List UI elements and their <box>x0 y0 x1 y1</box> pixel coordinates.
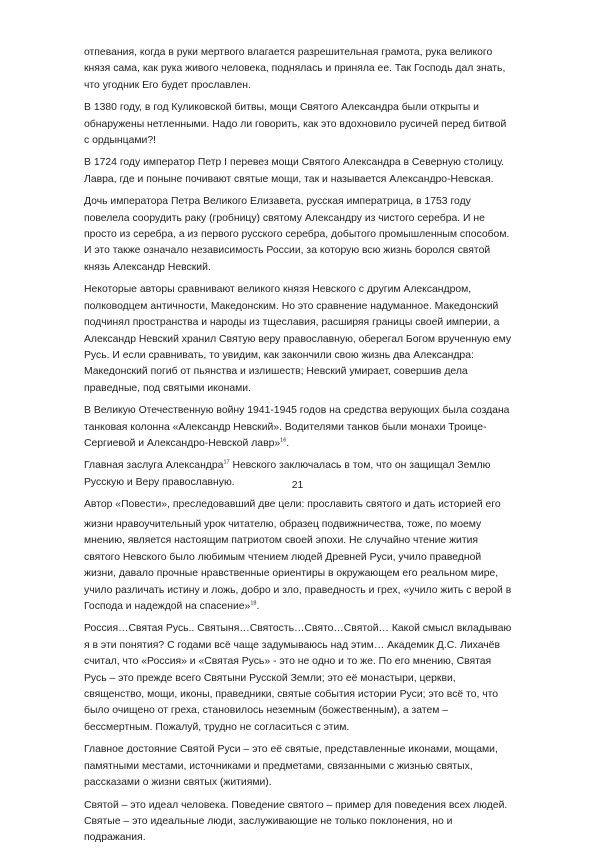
footnote-ref-18: 18 <box>250 600 257 607</box>
paragraph-saint-ideal: Святой – это идеал человека. Поведение святого – пример для поведения всех людей. Святые – это идеальные люди, заслуживающие не только поклонения, но и подражания. <box>84 799 508 844</box>
paragraph-1380: В 1380 году, в год Куликовской битвы, мощи Святого Александра были открыты и обнаружены нетленными. Надо ли говорить, как это вдохновило русичей перед битвой с ордынцами?! <box>84 102 507 147</box>
paragraph-tank-column <box>84 403 514 452</box>
paragraph-tank-column-end: . <box>286 437 290 449</box>
paragraph-holy-rus: Россия…Святая Русь.. Святыня…Святость…Свято…Святой… Какой смысл вкладываю я в эти понятия? С годами всё чаще задумываюсь над этим… Академик Д.С. Лихачёв считал, что «Россия» и «Святая Русь» - это не одно и то же. По его мнению, Святая Русь – это прежде всего Святыни Русской Земли; это её монастыри, церкви, священство, мощи, иконы, праведники, святые события истории Руси; это всё то, что было очищено от греха, становилось неземным (божественным), а затем – бессмертным. Пожалуй, трудно не согласиться с этим. <box>84 623 512 733</box>
text-column-bottom <box>84 517 514 853</box>
page-number: 21 <box>291 480 304 491</box>
footnote-ref-16: 16 <box>280 437 287 444</box>
paragraph-author-goals: Автор «Повести», преследовавший две цели: прославить святого и дать историей его <box>84 499 501 511</box>
paragraph-main-merit-before: Главная заслуга Александра <box>84 460 224 472</box>
paragraph-life-lesson-end: . <box>256 601 260 613</box>
paragraph-life-lesson <box>84 517 514 615</box>
text-column-top <box>84 45 514 520</box>
paragraph-main-treasure: Главное достояние Святой Руси – это её святые, представленные иконами, мощами, памятными местами, источниками и предметами, связанными с жизнью святых, рассказами о жизни святых (житиями). <box>84 744 498 789</box>
paragraph-tank-column-text: В Великую Отечественную войну 1941-1945 годов на средства верующих была создана танковая колонна «Александр Невский». Водителями танков были монахи Троице-Сергиевой и Александро-Невской лавр» <box>84 405 510 449</box>
paragraph-funeral: отпевания, когда в руки мертвого влагается разрешительная грамота, рука великого князя сама, как рука живого человека, поднялась и приняла ее. Так Господь дал знать, что угодник Его будет прославлен. <box>84 47 506 91</box>
footnote-ref-17: 17 <box>223 459 230 466</box>
paragraph-main-merit-after: Невского заключалась в том, что он защищал Землю Русскую и Веру православную. <box>84 460 491 488</box>
paragraph-1724: В 1724 году император Петр I перевез мощи Святого Александра в Северную столицу. Лавра, где и поныне почивают святые мощи, так и называется Александро-Невская. <box>84 157 505 185</box>
paragraph-elizabeth: Дочь императора Петра Великого Елизавета, русская императрица, в 1753 году повелела соорудить раку (гробницу) святому Александру из чистого серебра. И не просто из серебра, а из первого русского серебра, добытого промышленным способом. И это также означало независимость России, за которую всю жизнь боролся святой князь Александр Невский. <box>84 196 510 273</box>
paragraph-life-lesson-text: жизни нравоучительный урок читателю, образец подвижничества, тоже, по моему мнению, является настоящим патриотом своей эпохи. Не случайно чтение жития святого Невского было любимым чтением людей Древней Руси, учило праведной жизни, давало прочные нравственные ориентиры в окружающем его реальном мире, учило различать истину и ложь, добро и зло, праведность и грех, «учило жить с верой в Господа и надеждой на спасение» <box>84 519 512 613</box>
paragraph-comparison: Некоторые авторы сравнивают великого князя Невского с другим Александром, полководцем античности, Македонским. Но это сравнение надуманное. Македонский подчинял пространства и народы из тщеславия, расширяя границы своей империи, а Александр Невский хранил Святую веру православную, оберегал Богом врученную ему Русь. И если сравнивать, то увидим, как закончили свою жизнь два Александра: Македонский погиб от пьянства и излишеств; Невский умирает, совершив дела праведные, под святыми иконами. <box>84 284 512 394</box>
